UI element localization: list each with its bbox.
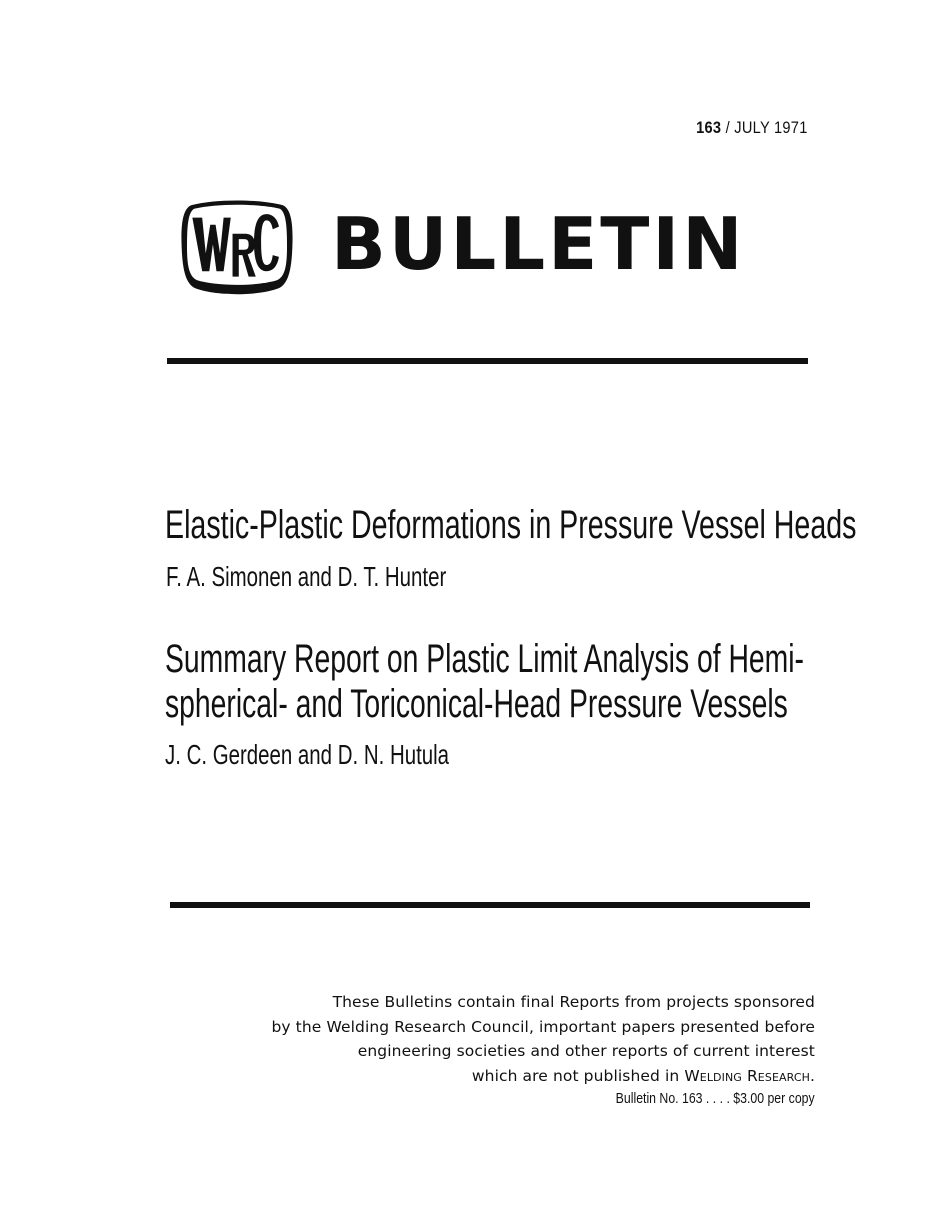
footer-line-1: These Bulletins contain final Reports from projects sponsored [332, 993, 815, 1011]
footer-line-4 [195, 1064, 815, 1089]
issue-date: JULY 1971 [734, 118, 808, 137]
wrc-logo-mark [172, 198, 302, 298]
top-divider [167, 358, 808, 364]
issue-number: 163 [696, 118, 722, 137]
wrc-logo [172, 198, 302, 310]
footer-line-4-text: which are not published in [471, 1066, 685, 1085]
footer-line-2: by the Welding Research Council, important papers presented before [271, 1017, 815, 1036]
publication-name: Welding Research [684, 1066, 810, 1085]
article-1-authors: F. A. Simonen and D. T. Hunter [166, 561, 447, 592]
article-2-authors: J. C. Gerdeen and D. N. Hutula [165, 739, 450, 770]
issue-line [697, 118, 808, 138]
article-1-title: Elastic-Plastic Deformations in Pressure Vessel Heads [165, 503, 857, 547]
article-2-title-line-1: Summary Report on Plastic Limit Analysis of Hemi- [165, 637, 804, 681]
bottom-divider [170, 902, 810, 908]
issue-separator: / [721, 118, 735, 137]
footer-line-3: engineering societies and other reports of current interest [357, 1042, 815, 1060]
footer-description [195, 990, 815, 1088]
price-line: Bulletin No. 163 . . . . $3.00 per copy [616, 1090, 815, 1107]
masthead-title: BULLETIN [331, 202, 746, 286]
publication-end: . [809, 1066, 815, 1085]
article-2-title-line-2: spherical- and Toriconical-Head Pressure Vessels [165, 682, 788, 726]
